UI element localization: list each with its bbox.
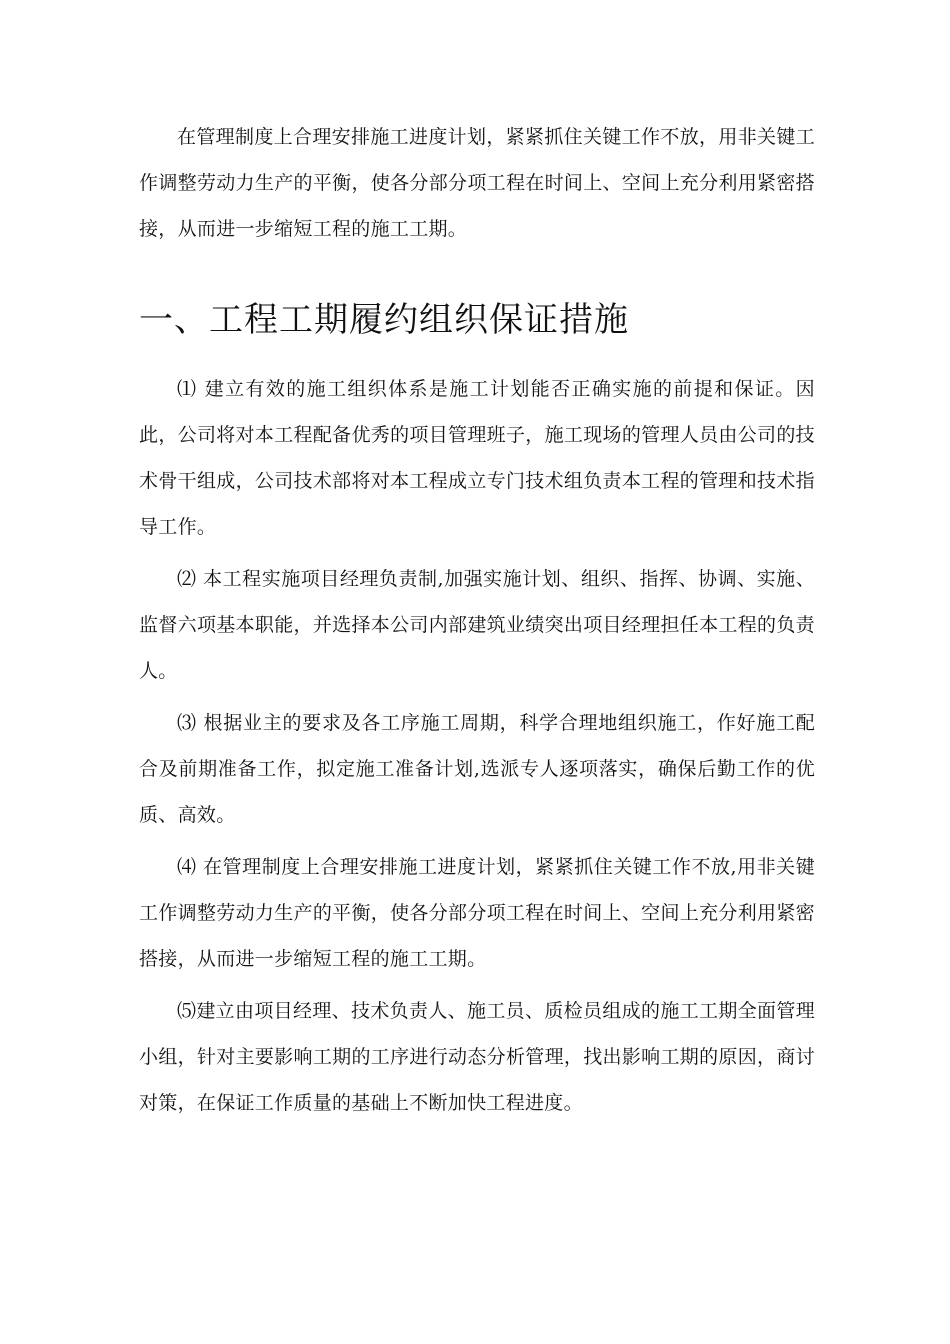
section-heading: 一、工程工期履约组织保证措施 xyxy=(139,300,629,340)
list-item: ⑸建立由项目经理、技术负责人、施工员、质检员组成的施工工期全面管理小组，针对主要影响工期的工序进行动态分析管理，找出影响工期的原因，商讨对策，在保证工作质量的基础上不断加快工程进度。 xyxy=(139,1000,815,1114)
list-item: ⑵ 本工程实施项目经理负责制,加强实施计划、组织、指挥、协调、实施、监督六项基本职能，并选择本公司内部建筑业绩突出项目经理担任本工程的负责人。 xyxy=(139,568,815,682)
list-item: ⑶ 根据业主的要求及各工序施工周期，科学合理地组织施工，作好施工配合及前期准备工作，拟定施工准备计划,选派专人逐项落实，确保后勤工作的优质、高效。 xyxy=(139,712,815,826)
intro-paragraph: 在管理制度上合理安排施工进度计划，紧紧抓住关键工作不放，用非关键工作调整劳动力生产的平衡，使各分部分项工程在时间上、空间上充分利用紧密搭接，从而进一步缩短工程的施工工期。 xyxy=(139,126,815,240)
document-body xyxy=(139,114,815,1126)
list-item: ⑴ 建立有效的施工组织体系是施工计划能否正确实施的前提和保证。因此，公司将对本工程配备优秀的项目管理班子，施工现场的管理人员由公司的技术骨干组成，公司技术部将对本工程成立专门技术组负责本工程的管理和技术指导工作。 xyxy=(139,378,815,538)
list-item: ⑷ 在管理制度上合理安排施工进度计划，紧紧抓住关键工作不放,用非关键工作调整劳动力生产的平衡，使各分部分项工程在时间上、空间上充分利用紧密搭接，从而进一步缩短工程的施工工期。 xyxy=(139,856,815,970)
